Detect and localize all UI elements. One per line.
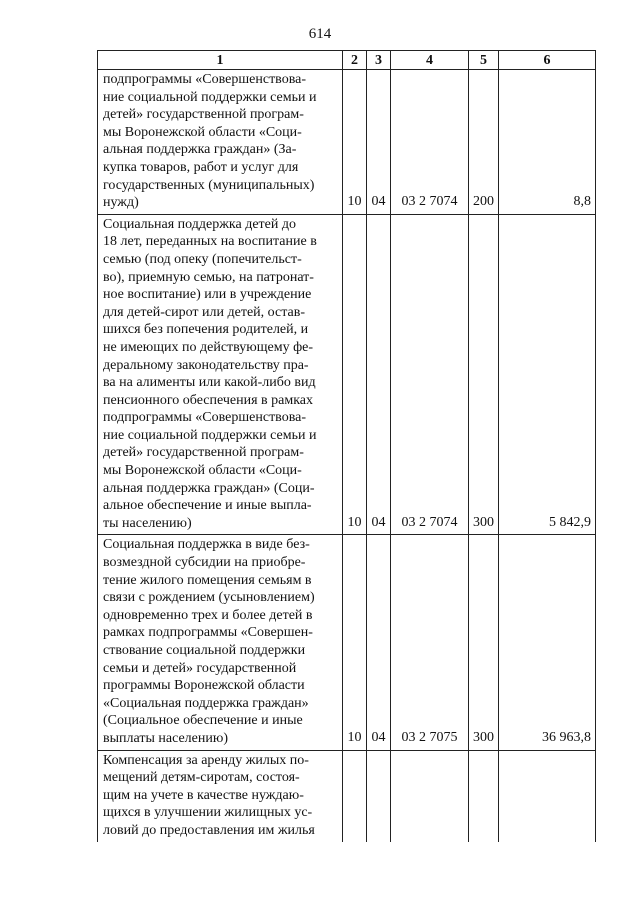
subsection-code [367, 750, 391, 841]
row-description [98, 750, 343, 841]
description-line: мы Воронежской области «Соци- [103, 124, 302, 140]
description-line: 18 лет, переданных на воспитание в [103, 234, 317, 250]
row-description [98, 214, 343, 535]
description-line: рамках подпрограммы «Совершен- [103, 625, 313, 641]
table-row [98, 750, 596, 841]
description-line: «Социальная поддержка граждан» [103, 695, 309, 711]
description-line: нужд) [103, 195, 139, 211]
description-line: подпрограммы «Совершенствова- [103, 410, 306, 426]
description-line: щихся в улучшении жилищных ус- [103, 805, 313, 821]
description-line: альное обеспечение и иные выпла- [103, 498, 312, 514]
description-line: подпрограммы «Совершенствова- [103, 72, 306, 87]
description-line: Компенсация за аренду жилых по- [103, 752, 309, 768]
description-line: выплаты населению) [103, 730, 228, 746]
target-article-code: 03 2 7074 [391, 214, 469, 535]
amount-value: 5 842,9 [499, 214, 596, 535]
description-line: мы Воронежской области «Соци- [103, 463, 302, 479]
description-line: для детей-сирот или детей, остав- [103, 304, 305, 320]
expense-type-code [469, 750, 499, 841]
section-code [343, 750, 367, 841]
amount-value: 8,8 [499, 70, 596, 215]
description-line: ние социальной поддержки семьи и [103, 427, 317, 443]
description-line: ты населению) [103, 515, 192, 531]
description-line: тение жилого помещения семьям в [103, 572, 312, 588]
table-row [98, 535, 596, 750]
column-header-2: 2 [343, 51, 367, 70]
expense-type-code: 200 [469, 70, 499, 215]
expense-type-code: 300 [469, 214, 499, 535]
description-line: не имеющих по действующему фе- [103, 339, 314, 355]
description-line: государственных (муниципальных) [103, 177, 315, 193]
description-line: Социальная поддержка в виде без- [103, 537, 310, 553]
column-header-5: 5 [469, 51, 499, 70]
description-line: семьи и детей» государственной [103, 660, 297, 676]
description-line: детей» государственной програм- [103, 107, 304, 123]
description-line: возмездной субсидии на приобре- [103, 555, 306, 571]
description-line: детей» государственной програм- [103, 445, 304, 461]
subsection-code: 04 [367, 70, 391, 215]
description-line: шихся без попечения родителей, и [103, 322, 309, 338]
description-line: ное воспитание) или в учреждение [103, 287, 312, 303]
subsection-code: 04 [367, 214, 391, 535]
description-line: деральному законодательству пра- [103, 357, 309, 373]
column-header-3: 3 [367, 51, 391, 70]
amount-value [499, 750, 596, 841]
page-number: 614 [308, 26, 332, 42]
description-line: мещений детям-сиротам, состоя- [103, 770, 300, 786]
column-header-6: 6 [499, 51, 596, 70]
table-row [98, 214, 596, 535]
target-article-code: 03 2 7075 [391, 535, 469, 750]
target-article-code: 03 2 7074 [391, 70, 469, 215]
expense-type-code: 300 [469, 535, 499, 750]
description-line: программы Воронежской области [103, 678, 305, 694]
description-line: ва на алименты или какой-либо вид [103, 375, 316, 391]
description-line: во), приемную семью, на патронат- [103, 269, 314, 285]
row-description [98, 535, 343, 750]
description-line: семью (под опеку (попечительст- [103, 251, 302, 267]
column-header-4: 4 [391, 51, 469, 70]
row-description [98, 70, 343, 215]
description-line: щим на учете в качестве нуждаю- [103, 787, 304, 803]
budget-table [97, 50, 596, 842]
section-code: 10 [343, 214, 367, 535]
amount-value: 36 963,8 [499, 535, 596, 750]
description-line: (Социальное обеспечение и иные [103, 713, 303, 729]
description-line: ние социальной поддержки семьи и [103, 89, 317, 105]
description-line: альная поддержка граждан» (За- [103, 142, 297, 158]
description-line: одновременно трех и более детей в [103, 607, 313, 623]
description-line: Социальная поддержка детей до [103, 216, 296, 232]
table-row [98, 70, 596, 215]
description-line: пенсионного обеспечения в рамках [103, 392, 314, 408]
description-line: связи с рождением (усыновлением) [103, 590, 315, 606]
section-code: 10 [343, 535, 367, 750]
description-line: альная поддержка граждан» (Соци- [103, 480, 315, 496]
description-line: ловий до предоставления им жилья [103, 822, 315, 838]
section-code: 10 [343, 70, 367, 215]
header-row [98, 51, 596, 70]
target-article-code [391, 750, 469, 841]
subsection-code: 04 [367, 535, 391, 750]
description-line: купка товаров, работ и услуг для [103, 159, 299, 175]
description-line: ствование социальной поддержки [103, 643, 306, 658]
column-header-1: 1 [98, 51, 343, 70]
